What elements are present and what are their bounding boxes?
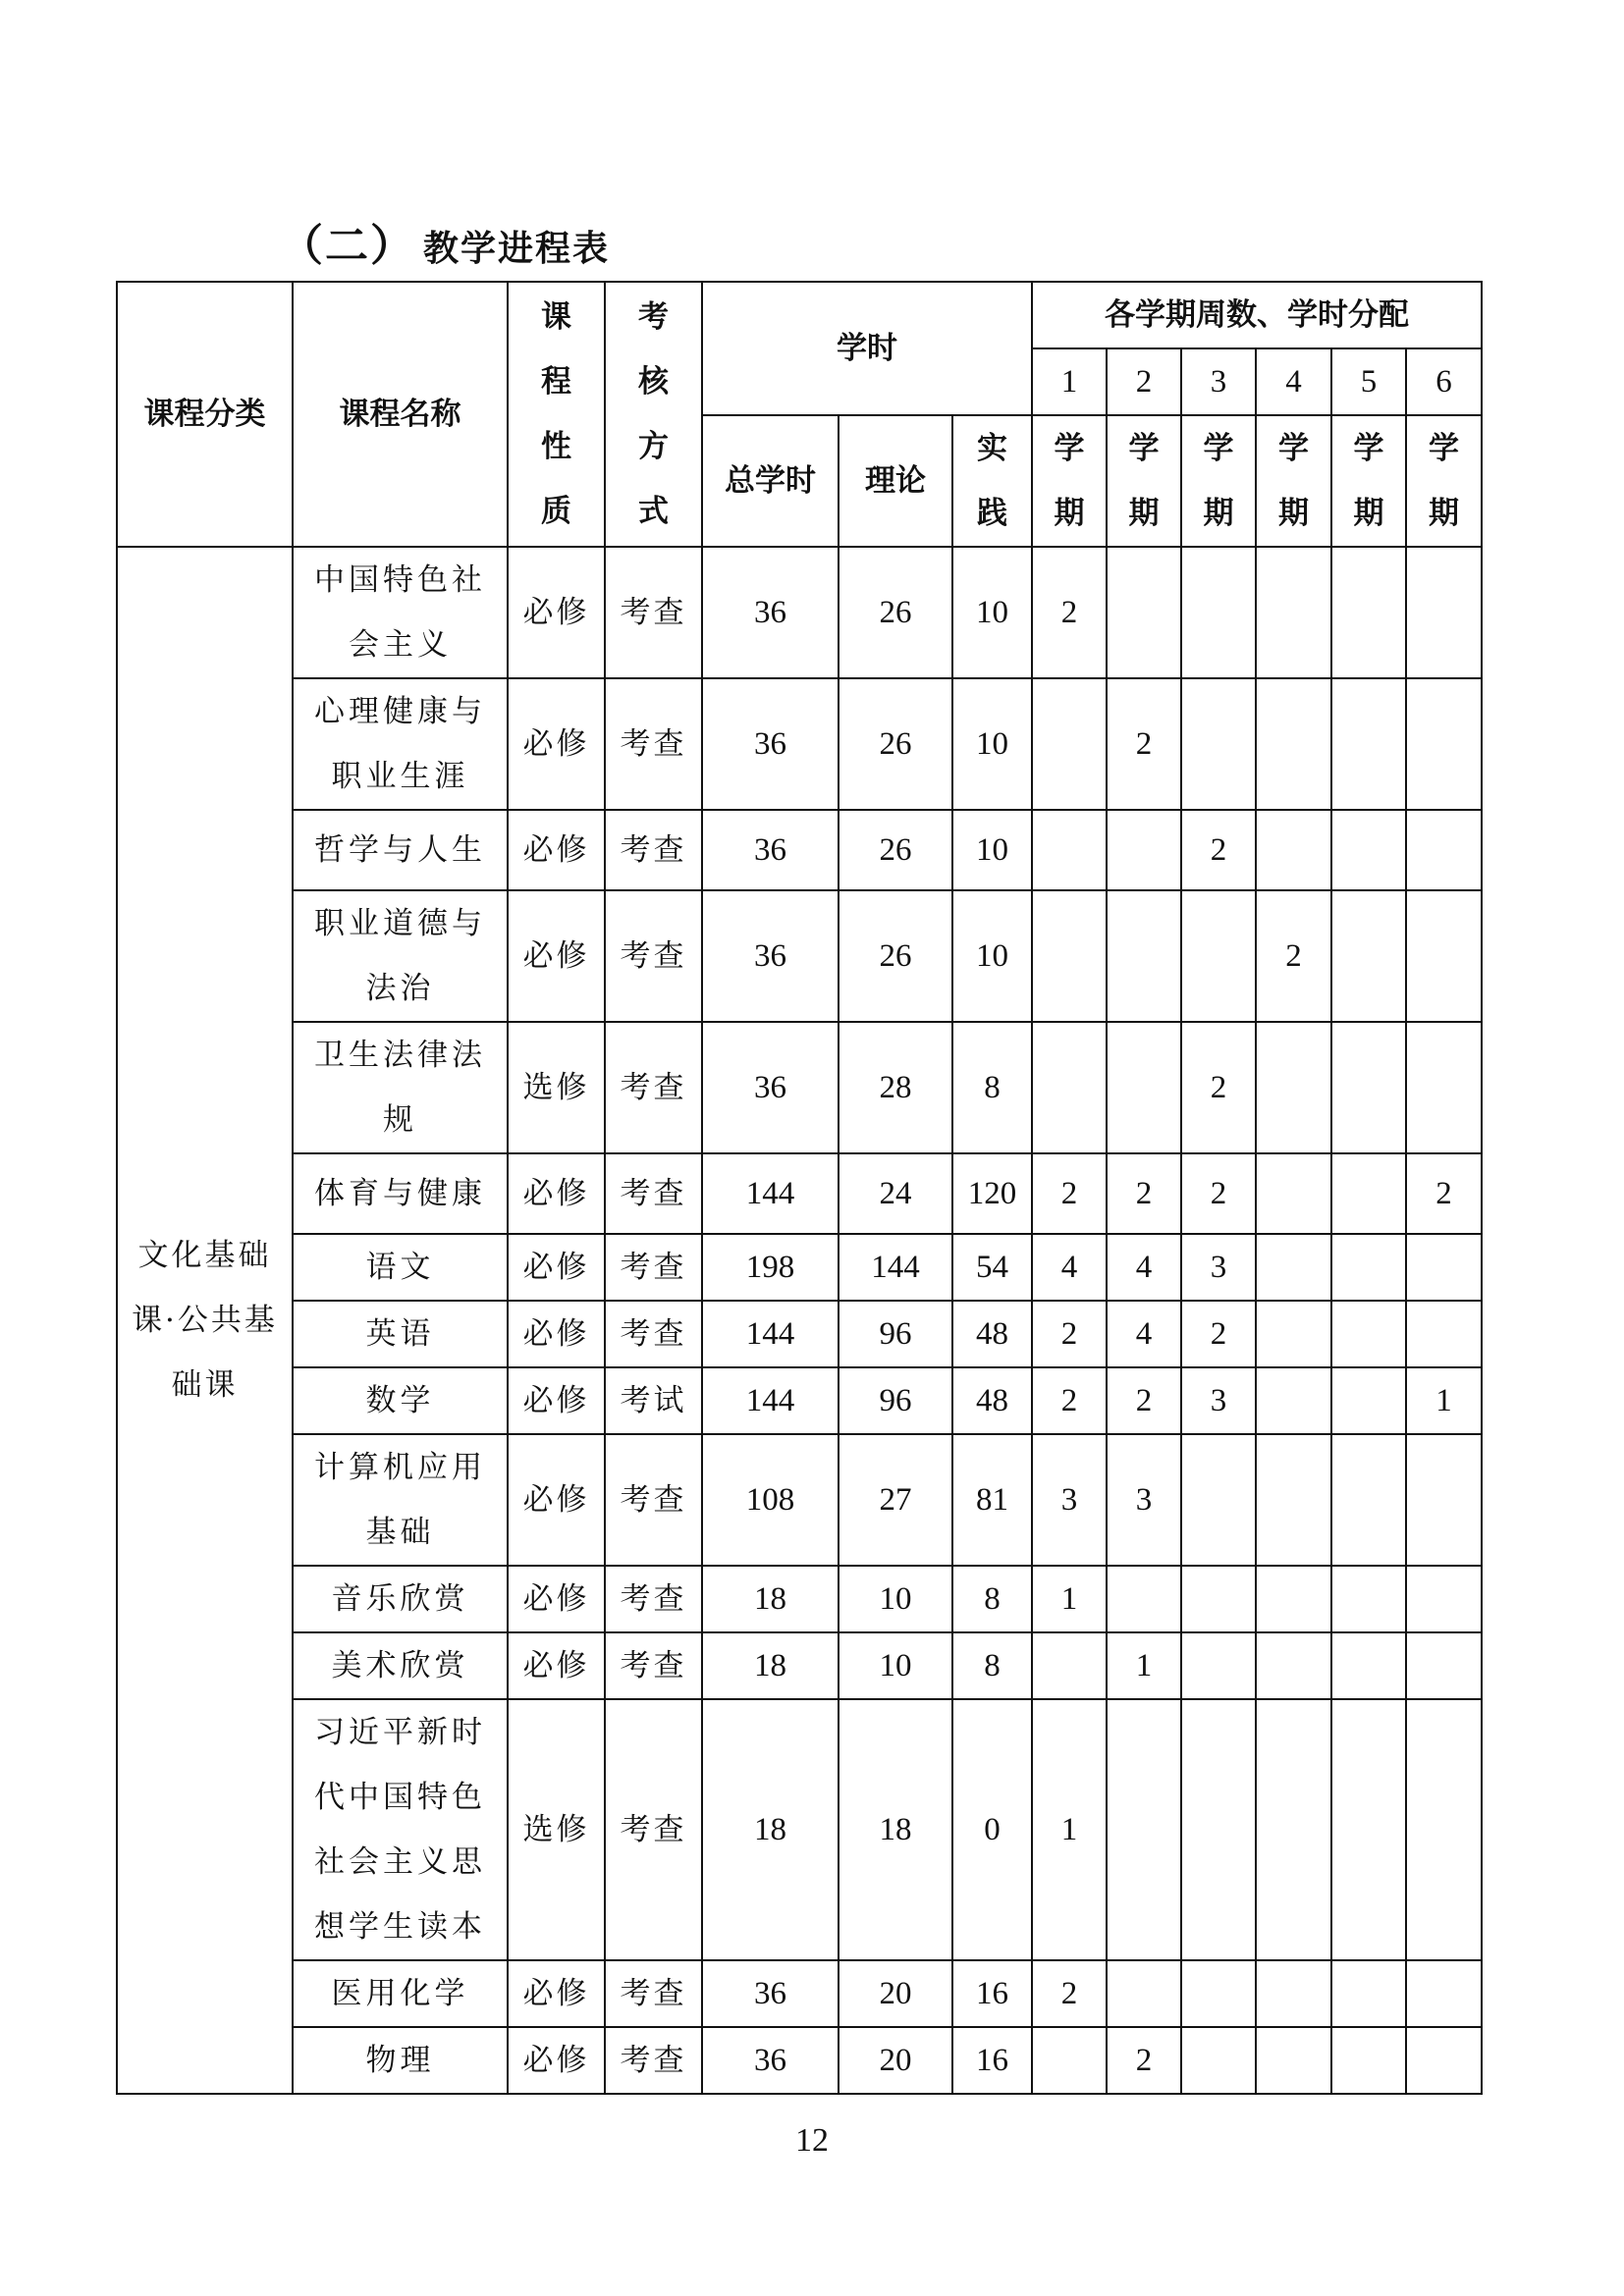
course-name: 语文: [293, 1234, 508, 1301]
header-assessment: 考核方式: [605, 282, 702, 547]
semester-1-hours: 2: [1032, 1960, 1107, 2027]
total-hours: 144: [702, 1367, 839, 1434]
assessment-method: 考查: [605, 1632, 702, 1699]
course-nature: 必修: [508, 1234, 605, 1301]
assessment-method: 考查: [605, 1153, 702, 1234]
semester-6-hours: [1406, 547, 1482, 678]
total-hours: 18: [702, 1566, 839, 1632]
total-hours: 36: [702, 890, 839, 1022]
theory-hours: 20: [839, 1960, 952, 2027]
course-category: 文化基础课·公共基础课: [117, 547, 293, 2094]
semester-5-hours: [1331, 1367, 1406, 1434]
section-title: [280, 210, 610, 273]
total-hours: 36: [702, 1022, 839, 1153]
semester-5-hours: [1331, 1234, 1406, 1301]
header-term-label: 学期: [1406, 415, 1482, 547]
header-semester-distribution: 各学期周数、学时分配: [1032, 282, 1482, 348]
semester-1-hours: [1032, 890, 1107, 1022]
semester-1-hours: 3: [1032, 1434, 1107, 1566]
semester-3-hours: 3: [1181, 1367, 1256, 1434]
semester-3-hours: [1181, 2027, 1256, 2094]
theory-hours: 26: [839, 810, 952, 890]
course-nature: 必修: [508, 2027, 605, 2094]
semester-5-hours: [1331, 1153, 1406, 1234]
course-name: 美术欣赏: [293, 1632, 508, 1699]
total-hours: 108: [702, 1434, 839, 1566]
semester-3-hours: [1181, 890, 1256, 1022]
theory-hours: 26: [839, 547, 952, 678]
practice-hours: 8: [952, 1022, 1032, 1153]
header-semester-5: 5: [1331, 348, 1406, 415]
total-hours: 144: [702, 1301, 839, 1367]
course-nature: 必修: [508, 1566, 605, 1632]
assessment-method: 考查: [605, 1301, 702, 1367]
semester-2-hours: [1107, 547, 1181, 678]
semester-3-hours: [1181, 1960, 1256, 2027]
practice-hours: 54: [952, 1234, 1032, 1301]
semester-2-hours: 2: [1107, 2027, 1181, 2094]
course-nature: 必修: [508, 810, 605, 890]
course-name: 英语: [293, 1301, 508, 1367]
semester-5-hours: [1331, 1022, 1406, 1153]
course-nature: 必修: [508, 1367, 605, 1434]
assessment-method: 考查: [605, 1566, 702, 1632]
semester-2-hours: [1107, 1699, 1181, 1960]
semester-5-hours: [1331, 1301, 1406, 1367]
header-total-hours: 总学时: [702, 415, 839, 547]
semester-6-hours: 2: [1406, 1153, 1482, 1234]
semester-4-hours: [1256, 1234, 1331, 1301]
table-row: [117, 678, 1482, 810]
table-row: [117, 1153, 1482, 1234]
semester-6-hours: [1406, 678, 1482, 810]
course-name: 计算机应用基础: [293, 1434, 508, 1566]
assessment-method: 考查: [605, 1234, 702, 1301]
theory-hours: 28: [839, 1022, 952, 1153]
semester-3-hours: 2: [1181, 1301, 1256, 1367]
page-number: 12: [795, 2122, 829, 2159]
table-row: [117, 810, 1482, 890]
semester-6-hours: [1406, 810, 1482, 890]
semester-5-hours: [1331, 1960, 1406, 2027]
table-row: [117, 890, 1482, 1022]
course-nature: 必修: [508, 678, 605, 810]
course-nature: 必修: [508, 1301, 605, 1367]
practice-hours: 81: [952, 1434, 1032, 1566]
semester-6-hours: [1406, 1566, 1482, 1632]
table-row: [117, 1566, 1482, 1632]
practice-hours: 8: [952, 1566, 1032, 1632]
semester-6-hours: [1406, 2027, 1482, 2094]
practice-hours: 10: [952, 678, 1032, 810]
table-row: [117, 1234, 1482, 1301]
semester-3-hours: [1181, 1434, 1256, 1566]
total-hours: 36: [702, 810, 839, 890]
course-nature: 必修: [508, 1632, 605, 1699]
course-name: 体育与健康: [293, 1153, 508, 1234]
practice-hours: 10: [952, 547, 1032, 678]
header-term-label: 学期: [1181, 415, 1256, 547]
table-row: [117, 1434, 1482, 1566]
semester-4-hours: [1256, 810, 1331, 890]
semester-3-hours: 2: [1181, 1022, 1256, 1153]
semester-1-hours: [1032, 1632, 1107, 1699]
semester-4-hours: [1256, 1022, 1331, 1153]
semester-1-hours: [1032, 678, 1107, 810]
table-row: [117, 1632, 1482, 1699]
assessment-method: 考查: [605, 1434, 702, 1566]
semester-6-hours: [1406, 1301, 1482, 1367]
header-term-label: 学期: [1331, 415, 1406, 547]
semester-1-hours: 2: [1032, 1367, 1107, 1434]
theory-hours: 10: [839, 1632, 952, 1699]
practice-hours: 10: [952, 810, 1032, 890]
theory-hours: 96: [839, 1301, 952, 1367]
course-name: 医用化学: [293, 1960, 508, 2027]
header-term-label: 学期: [1032, 415, 1107, 547]
practice-hours: 120: [952, 1153, 1032, 1234]
semester-4-hours: [1256, 1566, 1331, 1632]
semester-2-hours: 4: [1107, 1234, 1181, 1301]
semester-2-hours: [1107, 1960, 1181, 2027]
practice-hours: 16: [952, 1960, 1032, 2027]
assessment-method: 考查: [605, 1022, 702, 1153]
table-row: [117, 1301, 1482, 1367]
semester-4-hours: [1256, 1632, 1331, 1699]
semester-1-hours: 2: [1032, 1153, 1107, 1234]
semester-2-hours: 3: [1107, 1434, 1181, 1566]
theory-hours: 20: [839, 2027, 952, 2094]
semester-6-hours: [1406, 1632, 1482, 1699]
semester-4-hours: [1256, 2027, 1331, 2094]
header-course-name: 课程名称: [293, 282, 508, 547]
course-name: 数学: [293, 1367, 508, 1434]
table-row: [117, 1699, 1482, 1960]
semester-5-hours: [1331, 547, 1406, 678]
header-term-label: 学期: [1107, 415, 1181, 547]
table-row: [117, 2027, 1482, 2094]
theory-hours: 26: [839, 678, 952, 810]
header-semester-2: 2: [1107, 348, 1181, 415]
total-hours: 36: [702, 547, 839, 678]
semester-6-hours: [1406, 1434, 1482, 1566]
total-hours: 198: [702, 1234, 839, 1301]
course-name: 习近平新时代中国特色社会主义思想学生读本: [293, 1699, 508, 1960]
total-hours: 144: [702, 1153, 839, 1234]
semester-5-hours: [1331, 1434, 1406, 1566]
semester-3-hours: [1181, 1699, 1256, 1960]
total-hours: 36: [702, 2027, 839, 2094]
assessment-method: 考查: [605, 2027, 702, 2094]
assessment-method: 考查: [605, 810, 702, 890]
header-term-label: 学期: [1256, 415, 1331, 547]
course-nature: 选修: [508, 1699, 605, 1960]
practice-hours: 48: [952, 1367, 1032, 1434]
course-name: 音乐欣赏: [293, 1566, 508, 1632]
practice-hours: 8: [952, 1632, 1032, 1699]
semester-1-hours: 4: [1032, 1234, 1107, 1301]
semester-2-hours: 1: [1107, 1632, 1181, 1699]
course-nature: 必修: [508, 1960, 605, 2027]
course-name: 职业道德与法治: [293, 890, 508, 1022]
semester-2-hours: 2: [1107, 1367, 1181, 1434]
semester-4-hours: [1256, 1699, 1331, 1960]
semester-1-hours: 2: [1032, 547, 1107, 678]
table-row: [117, 1960, 1482, 2027]
semester-2-hours: [1107, 1566, 1181, 1632]
semester-1-hours: 1: [1032, 1699, 1107, 1960]
practice-hours: 48: [952, 1301, 1032, 1367]
total-hours: 36: [702, 678, 839, 810]
semester-4-hours: [1256, 1301, 1331, 1367]
header-theory: 理论: [839, 415, 952, 547]
teaching-schedule-table: [116, 281, 1483, 2095]
section-number: （二）: [280, 221, 415, 271]
semester-5-hours: [1331, 1632, 1406, 1699]
theory-hours: 18: [839, 1699, 952, 1960]
semester-3-hours: [1181, 1566, 1256, 1632]
semester-6-hours: [1406, 1234, 1482, 1301]
semester-3-hours: 2: [1181, 810, 1256, 890]
header-hours: 学时: [702, 282, 1032, 415]
practice-hours: 16: [952, 2027, 1032, 2094]
semester-6-hours: 1: [1406, 1367, 1482, 1434]
practice-hours: 10: [952, 890, 1032, 1022]
semester-5-hours: [1331, 678, 1406, 810]
semester-1-hours: [1032, 2027, 1107, 2094]
semester-5-hours: [1331, 1566, 1406, 1632]
course-name: 心理健康与职业生涯: [293, 678, 508, 810]
header-semester-3: 3: [1181, 348, 1256, 415]
semester-1-hours: 2: [1032, 1301, 1107, 1367]
semester-3-hours: [1181, 678, 1256, 810]
course-nature: 必修: [508, 890, 605, 1022]
semester-6-hours: [1406, 1960, 1482, 2027]
header-category: 课程分类: [117, 282, 293, 547]
table-row: [117, 1022, 1482, 1153]
semester-6-hours: [1406, 890, 1482, 1022]
semester-3-hours: 3: [1181, 1234, 1256, 1301]
semester-2-hours: [1107, 890, 1181, 1022]
semester-2-hours: [1107, 810, 1181, 890]
course-nature: 必修: [508, 1434, 605, 1566]
theory-hours: 10: [839, 1566, 952, 1632]
header-course-nature: 课程性质: [508, 282, 605, 547]
section-title-text: 教学进程表: [423, 229, 611, 269]
semester-2-hours: 4: [1107, 1301, 1181, 1367]
semester-2-hours: [1107, 1022, 1181, 1153]
course-name: 卫生法律法规: [293, 1022, 508, 1153]
theory-hours: 27: [839, 1434, 952, 1566]
practice-hours: 0: [952, 1699, 1032, 1960]
semester-2-hours: 2: [1107, 1153, 1181, 1234]
semester-6-hours: [1406, 1699, 1482, 1960]
semester-3-hours: 2: [1181, 1153, 1256, 1234]
semester-5-hours: [1331, 2027, 1406, 2094]
semester-5-hours: [1331, 810, 1406, 890]
semester-4-hours: [1256, 1434, 1331, 1566]
semester-2-hours: 2: [1107, 678, 1181, 810]
theory-hours: 144: [839, 1234, 952, 1301]
total-hours: 18: [702, 1699, 839, 1960]
semester-5-hours: [1331, 1699, 1406, 1960]
header-semester-4: 4: [1256, 348, 1331, 415]
theory-hours: 24: [839, 1153, 952, 1234]
theory-hours: 96: [839, 1367, 952, 1434]
course-name: 中国特色社会主义: [293, 547, 508, 678]
semester-6-hours: [1406, 1022, 1482, 1153]
semester-4-hours: [1256, 547, 1331, 678]
semester-4-hours: [1256, 1367, 1331, 1434]
semester-4-hours: [1256, 678, 1331, 810]
semester-4-hours: [1256, 1153, 1331, 1234]
semester-1-hours: 1: [1032, 1566, 1107, 1632]
assessment-method: 考查: [605, 547, 702, 678]
semester-3-hours: [1181, 547, 1256, 678]
theory-hours: 26: [839, 890, 952, 1022]
table-row: [117, 1367, 1482, 1434]
semester-4-hours: [1256, 1960, 1331, 2027]
semester-1-hours: [1032, 810, 1107, 890]
semester-3-hours: [1181, 1632, 1256, 1699]
total-hours: 18: [702, 1632, 839, 1699]
table-row: [117, 547, 1482, 678]
header-semester-1: 1: [1032, 348, 1107, 415]
header-practice: 实践: [952, 415, 1032, 547]
assessment-method: 考查: [605, 1699, 702, 1960]
course-nature: 必修: [508, 547, 605, 678]
assessment-method: 考查: [605, 1960, 702, 2027]
total-hours: 36: [702, 1960, 839, 2027]
header-semester-6: 6: [1406, 348, 1482, 415]
semester-4-hours: 2: [1256, 890, 1331, 1022]
assessment-method: 考试: [605, 1367, 702, 1434]
course-name: 物理: [293, 2027, 508, 2094]
semester-5-hours: [1331, 890, 1406, 1022]
assessment-method: 考查: [605, 890, 702, 1022]
assessment-method: 考查: [605, 678, 702, 810]
course-nature: 选修: [508, 1022, 605, 1153]
semester-1-hours: [1032, 1022, 1107, 1153]
course-name: 哲学与人生: [293, 810, 508, 890]
course-nature: 必修: [508, 1153, 605, 1234]
